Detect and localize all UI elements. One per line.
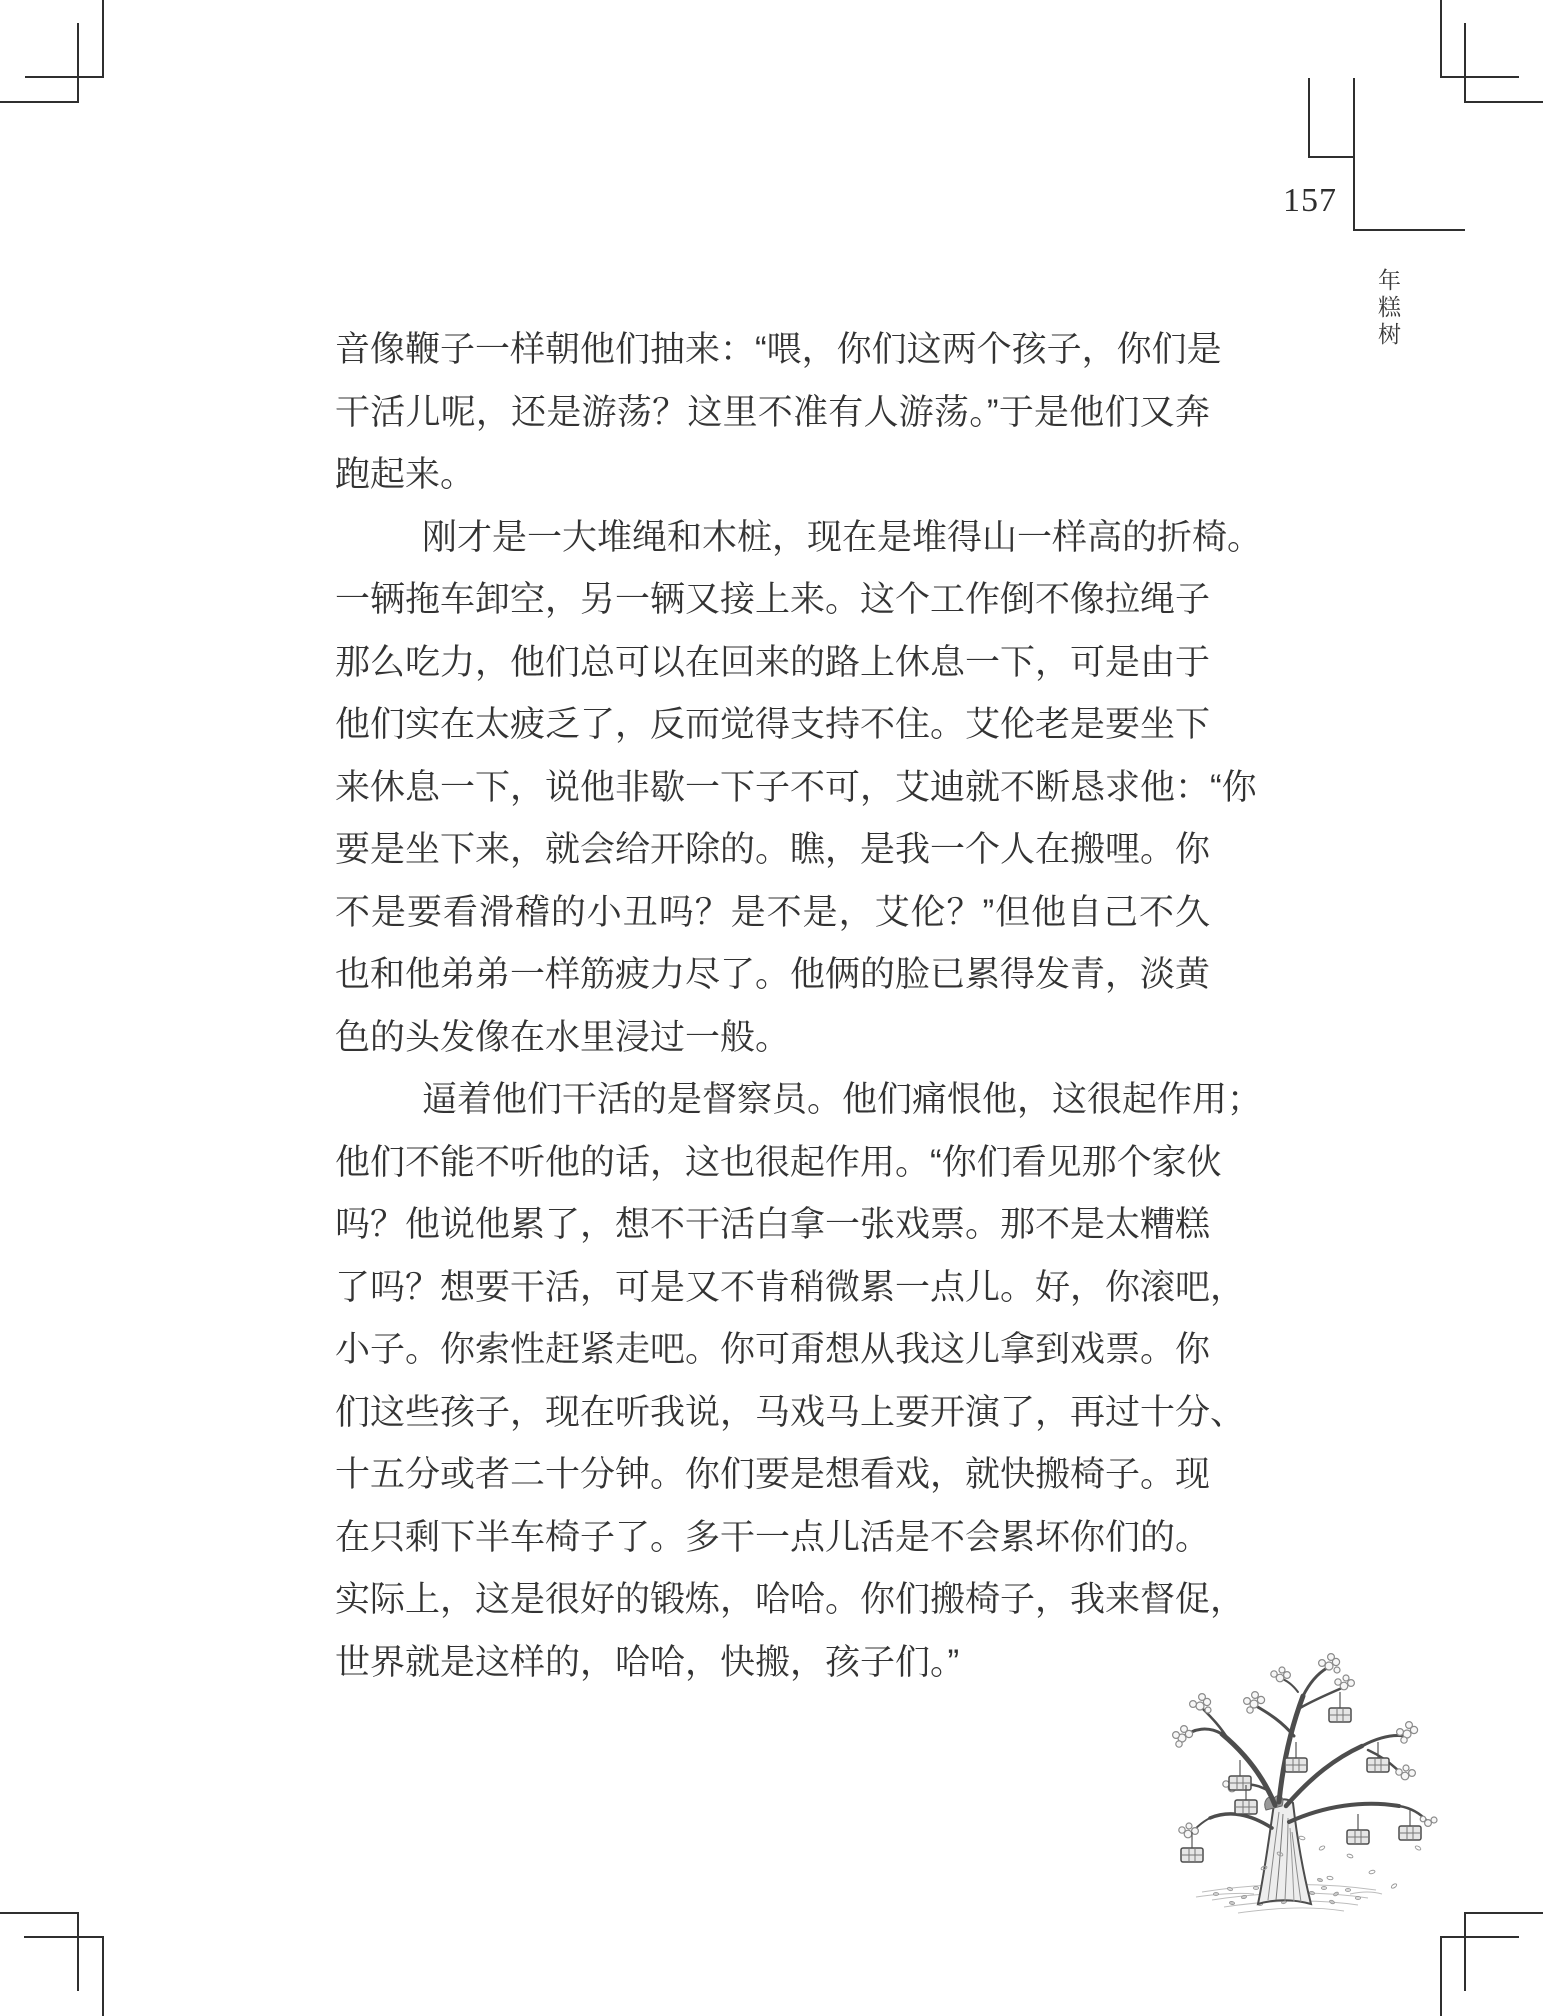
text-line: 跑起来。 [335, 455, 476, 494]
text-line: 音像鞭子一样朝他们抽来：“喂，你们这两个孩子，你们是 [335, 330, 1222, 369]
text-line: 们这些孩子，现在听我说，马戏马上要开演了，再过十分、 [335, 1392, 1246, 1432]
blossom-clusters [1173, 1654, 1437, 1838]
text-line: 了吗？想要干活，可是又不肯稍微累一点儿。好，你滚吧， [335, 1267, 1246, 1307]
signature-mark [1354, 78, 1465, 230]
text-line: 不是要看滑稽的小丑吗？是不是，艾伦？”但他自己不久 [335, 892, 1210, 932]
running-title-vertical: 年糕树 [1375, 268, 1400, 349]
text-line: 他们实在太疲乏了，反而觉得支持不住。艾伦老是要坐下 [335, 705, 1211, 744]
page-number: 157 [1283, 182, 1337, 219]
crop-mark-top-right [1465, 23, 1543, 102]
text-line: 干活儿呢，还是游荡？这里不准有人游荡。”于是他们又奔 [335, 392, 1210, 432]
text-line: 要是坐下来，就会给开除的。瞧，是我一个人在搬哩。你 [335, 830, 1211, 869]
crop-mark-bottom-left [24, 1937, 103, 2016]
text-line: 一辆拖车卸空，另一辆又接上来。这个工作倒不像拉绳子 [335, 580, 1211, 619]
crop-mark-bottom-right [1465, 1913, 1543, 1991]
tree-branches [1182, 1668, 1428, 1834]
text-line: 那么吃力，他们总可以在回来的路上休息一下，可是由于 [335, 642, 1211, 682]
crop-mark-bottom-left [0, 1913, 78, 1991]
text-line: 刚才是一大堆绳和木桩，现在是堆得山一样高的折椅。 [422, 517, 1263, 557]
text-line: 吗？他说他累了，想不干活白拿一张戏票。那不是太糟糕 [335, 1205, 1211, 1244]
crop-mark-top-left [25, 0, 103, 77]
crop-mark-top-left [0, 23, 78, 102]
body-text [335, 319, 1263, 1694]
text-line: 也和他弟弟一样筋疲力尽了。他俩的脸已累得发青，淡黄 [335, 955, 1211, 994]
rice-cake-tree-illustration [1172, 1642, 1444, 1926]
text-line: 小子。你索性赶紧走吧。你可甭想从我这儿拿到戏票。你 [335, 1330, 1211, 1369]
text-line: 实际上，这是很好的锻炼，哈哈。你们搬椅子，我来督促， [335, 1580, 1246, 1619]
text-line: 他们不能不听他的话，这也很起作用。“你们看见那个家伙 [335, 1142, 1222, 1182]
crop-mark-top-right [1441, 0, 1519, 77]
crop-mark-bottom-right [1441, 1937, 1519, 2016]
text-line: 来休息一下，说他非歇一下子不可，艾迪就不断恳求他：“你 [335, 767, 1257, 807]
tree-trunk [1258, 1796, 1311, 1904]
text-line: 世界就是这样的，哈哈，快搬，孩子们。” [335, 1642, 960, 1682]
signature-mark [1309, 78, 1354, 157]
text-line: 在只剩下半车椅子了。多干一点儿活是不会累坏你们的。 [335, 1517, 1211, 1557]
text-line: 逼着他们干活的是督察员。他们痛恨他，这很起作用； [422, 1080, 1263, 1119]
text-line: 十五分或者二十分钟。你们要是想看戏，就快搬椅子。现 [335, 1455, 1211, 1494]
text-line: 色的头发像在水里浸过一般。 [335, 1017, 791, 1057]
